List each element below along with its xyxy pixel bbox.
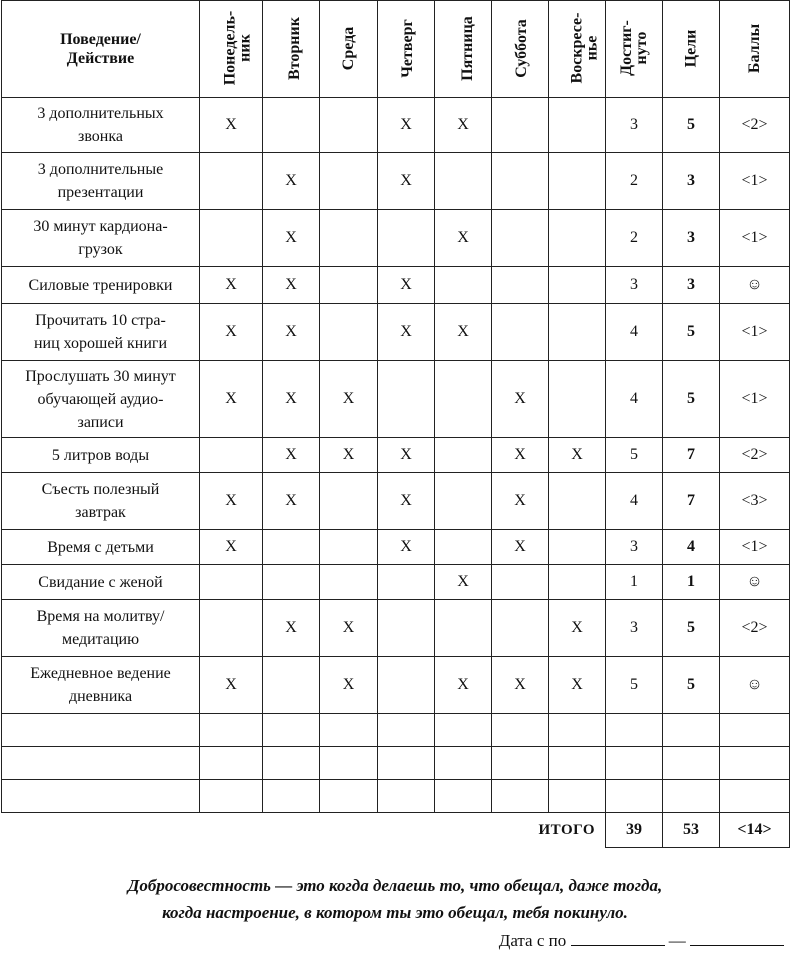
achieved-cell: 5 bbox=[606, 657, 663, 714]
day-mark-cell: X bbox=[200, 304, 263, 361]
day-mark-cell bbox=[320, 304, 378, 361]
table-row bbox=[2, 153, 790, 210]
header-points: Баллы bbox=[720, 1, 790, 98]
day-mark-cell bbox=[549, 361, 606, 438]
day-mark-cell bbox=[378, 657, 435, 714]
behavior-cell: Съесть полезный завтрак bbox=[2, 473, 200, 530]
day-mark-cell: X bbox=[435, 210, 492, 267]
points-cell: ☺ bbox=[720, 657, 790, 714]
day-mark-cell: X bbox=[435, 565, 492, 600]
empty-row bbox=[2, 747, 790, 780]
date-range bbox=[499, 931, 784, 951]
achieved-cell: 3 bbox=[606, 98, 663, 153]
day-mark-cell bbox=[200, 565, 263, 600]
empty-cell bbox=[200, 714, 263, 747]
behavior-cell: 3 дополнительные презентации bbox=[2, 153, 200, 210]
day-mark-cell: X bbox=[320, 361, 378, 438]
total-label: ИТОГО bbox=[538, 821, 595, 838]
day-mark-cell bbox=[320, 267, 378, 304]
day-mark-cell: X bbox=[492, 361, 549, 438]
day-mark-cell: X bbox=[200, 361, 263, 438]
empty-cell bbox=[263, 714, 320, 747]
table-row bbox=[2, 473, 790, 530]
day-mark-cell: X bbox=[320, 600, 378, 657]
day-mark-cell bbox=[378, 600, 435, 657]
empty-cell bbox=[720, 714, 790, 747]
day-mark-cell: X bbox=[263, 600, 320, 657]
empty-cell bbox=[549, 747, 606, 780]
header-action: Поведение/ Действие bbox=[2, 1, 200, 98]
empty-cell bbox=[435, 780, 492, 813]
day-mark-cell: X bbox=[263, 361, 320, 438]
day-mark-cell: X bbox=[200, 473, 263, 530]
day-mark-cell bbox=[435, 153, 492, 210]
day-mark-cell: X bbox=[263, 473, 320, 530]
goal-cell: 5 bbox=[663, 98, 720, 153]
day-mark-cell: X bbox=[549, 438, 606, 473]
header-saturday: Суббота bbox=[492, 1, 549, 98]
goal-cell: 3 bbox=[663, 267, 720, 304]
points-cell: <1> bbox=[720, 153, 790, 210]
empty-cell bbox=[492, 747, 549, 780]
day-mark-cell: X bbox=[435, 98, 492, 153]
day-mark-cell bbox=[320, 565, 378, 600]
behavior-cell: 3 дополнительных звонка bbox=[2, 98, 200, 153]
header-achieved: Достиг- нуто bbox=[606, 1, 663, 98]
behavior-cell: Свидание с женой bbox=[2, 565, 200, 600]
goal-cell: 5 bbox=[663, 361, 720, 438]
header-thursday: Четверг bbox=[378, 1, 435, 98]
empty-cell bbox=[549, 780, 606, 813]
empty-cell bbox=[378, 747, 435, 780]
total-points: <14> bbox=[720, 813, 790, 848]
empty-cell bbox=[263, 780, 320, 813]
day-mark-cell: X bbox=[378, 530, 435, 565]
table-row bbox=[2, 565, 790, 600]
day-mark-cell bbox=[492, 267, 549, 304]
points-cell: <1> bbox=[720, 210, 790, 267]
goal-cell: 4 bbox=[663, 530, 720, 565]
empty-cell bbox=[606, 714, 663, 747]
day-mark-cell: X bbox=[378, 473, 435, 530]
day-mark-cell: X bbox=[263, 438, 320, 473]
achieved-cell: 3 bbox=[606, 600, 663, 657]
behavior-cell: 30 минут кардиона- грузок bbox=[2, 210, 200, 267]
empty-cell bbox=[549, 714, 606, 747]
empty-cell bbox=[2, 747, 200, 780]
points-cell: <1> bbox=[720, 361, 790, 438]
day-mark-cell bbox=[320, 98, 378, 153]
goal-cell: 7 bbox=[663, 438, 720, 473]
goal-cell: 7 bbox=[663, 473, 720, 530]
day-mark-cell bbox=[200, 600, 263, 657]
achieved-cell: 4 bbox=[606, 473, 663, 530]
day-mark-cell: X bbox=[549, 600, 606, 657]
day-mark-cell: X bbox=[200, 267, 263, 304]
empty-cell bbox=[663, 747, 720, 780]
day-mark-cell: X bbox=[378, 98, 435, 153]
empty-cell bbox=[606, 780, 663, 813]
achieved-cell: 5 bbox=[606, 438, 663, 473]
day-mark-cell bbox=[435, 267, 492, 304]
day-mark-cell: X bbox=[435, 304, 492, 361]
behavior-cell: 5 литров воды bbox=[2, 438, 200, 473]
achieved-cell: 4 bbox=[606, 361, 663, 438]
day-mark-cell: X bbox=[435, 657, 492, 714]
behavior-cell: Прослушать 30 минут обучающей аудио- записи bbox=[2, 361, 200, 438]
empty-cell bbox=[320, 714, 378, 747]
day-mark-cell bbox=[435, 600, 492, 657]
day-mark-cell: X bbox=[378, 267, 435, 304]
day-mark-cell: X bbox=[320, 657, 378, 714]
points-cell: <2> bbox=[720, 438, 790, 473]
day-mark-cell bbox=[263, 657, 320, 714]
day-mark-cell: X bbox=[200, 98, 263, 153]
table-row bbox=[2, 267, 790, 304]
day-mark-cell bbox=[263, 530, 320, 565]
points-cell: <1> bbox=[720, 304, 790, 361]
day-mark-cell bbox=[320, 530, 378, 565]
day-mark-cell bbox=[200, 153, 263, 210]
day-mark-cell: X bbox=[549, 657, 606, 714]
date-separator: — bbox=[668, 931, 686, 950]
day-mark-cell: X bbox=[320, 438, 378, 473]
empty-cell bbox=[200, 780, 263, 813]
empty-row bbox=[2, 780, 790, 813]
total-row bbox=[2, 813, 790, 848]
points-cell: <3> bbox=[720, 473, 790, 530]
table-row bbox=[2, 600, 790, 657]
day-mark-cell bbox=[492, 98, 549, 153]
table-row bbox=[2, 530, 790, 565]
goal-cell: 5 bbox=[663, 600, 720, 657]
points-cell: <2> bbox=[720, 98, 790, 153]
day-mark-cell bbox=[549, 153, 606, 210]
points-cell: ☺ bbox=[720, 565, 790, 600]
day-mark-cell bbox=[549, 210, 606, 267]
achieved-cell: 2 bbox=[606, 210, 663, 267]
empty-cell bbox=[320, 780, 378, 813]
day-mark-cell: X bbox=[492, 657, 549, 714]
day-mark-cell: X bbox=[378, 153, 435, 210]
header-goals: Цели bbox=[663, 1, 720, 98]
quote: Добросовестность — это когда делаешь то, что обещал, даже тогда, когда настроение, в котором ты это обещал, тебя покинуло. bbox=[127, 876, 663, 922]
header-tuesday: Вторник bbox=[263, 1, 320, 98]
day-mark-cell bbox=[492, 565, 549, 600]
goal-cell: 1 bbox=[663, 565, 720, 600]
day-mark-cell bbox=[263, 565, 320, 600]
header-sunday: Воскресе- нье bbox=[549, 1, 606, 98]
empty-cell bbox=[200, 747, 263, 780]
date-from-line bbox=[571, 931, 665, 946]
goal-cell: 3 bbox=[663, 210, 720, 267]
empty-cell bbox=[263, 747, 320, 780]
total-goals: 53 bbox=[663, 813, 720, 848]
table-row bbox=[2, 210, 790, 267]
day-mark-cell: X bbox=[263, 267, 320, 304]
behavior-cell: Прочитать 10 стра- ниц хорошей книги bbox=[2, 304, 200, 361]
header-row bbox=[2, 1, 790, 98]
table-row bbox=[2, 361, 790, 438]
empty-cell bbox=[492, 714, 549, 747]
empty-cell bbox=[2, 714, 200, 747]
day-mark-cell bbox=[549, 530, 606, 565]
day-mark-cell: X bbox=[263, 304, 320, 361]
achieved-cell: 2 bbox=[606, 153, 663, 210]
day-mark-cell bbox=[320, 153, 378, 210]
day-mark-cell: X bbox=[200, 657, 263, 714]
day-mark-cell bbox=[549, 473, 606, 530]
day-mark-cell bbox=[200, 438, 263, 473]
points-cell: <1> bbox=[720, 530, 790, 565]
empty-cell bbox=[663, 714, 720, 747]
day-mark-cell: X bbox=[492, 473, 549, 530]
day-mark-cell bbox=[549, 267, 606, 304]
goal-cell: 5 bbox=[663, 304, 720, 361]
behavior-cell: Время на молитву/ медитацию bbox=[2, 600, 200, 657]
empty-cell bbox=[663, 780, 720, 813]
empty-cell bbox=[378, 780, 435, 813]
header-wednesday: Среда bbox=[320, 1, 378, 98]
header-monday: Понедель- ник bbox=[200, 1, 263, 98]
day-mark-cell: X bbox=[492, 530, 549, 565]
points-cell: <2> bbox=[720, 600, 790, 657]
day-mark-cell bbox=[435, 361, 492, 438]
goal-cell: 3 bbox=[663, 153, 720, 210]
empty-cell bbox=[2, 780, 200, 813]
day-mark-cell bbox=[378, 361, 435, 438]
header-friday: Пятница bbox=[435, 1, 492, 98]
empty-row bbox=[2, 714, 790, 747]
day-mark-cell: X bbox=[492, 438, 549, 473]
empty-cell bbox=[720, 747, 790, 780]
behavior-cell: Ежедневное ведение дневника bbox=[2, 657, 200, 714]
empty-cell bbox=[720, 780, 790, 813]
day-mark-cell bbox=[549, 565, 606, 600]
day-mark-cell: X bbox=[200, 530, 263, 565]
day-mark-cell: X bbox=[263, 153, 320, 210]
achieved-cell: 3 bbox=[606, 530, 663, 565]
day-mark-cell bbox=[492, 210, 549, 267]
empty-cell bbox=[492, 780, 549, 813]
day-mark-cell bbox=[200, 210, 263, 267]
day-mark-cell bbox=[320, 210, 378, 267]
day-mark-cell bbox=[435, 530, 492, 565]
behavior-cell: Время с детьми bbox=[2, 530, 200, 565]
table-row bbox=[2, 438, 790, 473]
date-to-line bbox=[690, 931, 784, 946]
achieved-cell: 4 bbox=[606, 304, 663, 361]
table-row bbox=[2, 304, 790, 361]
empty-cell bbox=[378, 714, 435, 747]
day-mark-cell bbox=[378, 565, 435, 600]
day-mark-cell bbox=[492, 600, 549, 657]
date-label: Дата с по bbox=[498, 931, 567, 950]
empty-cell bbox=[606, 747, 663, 780]
behavior-cell: Силовые тренировки bbox=[2, 267, 200, 304]
empty-cell bbox=[320, 747, 378, 780]
empty-cell bbox=[435, 714, 492, 747]
achieved-cell: 1 bbox=[606, 565, 663, 600]
goal-cell: 5 bbox=[663, 657, 720, 714]
day-mark-cell: X bbox=[263, 210, 320, 267]
day-mark-cell bbox=[320, 473, 378, 530]
table-row bbox=[2, 98, 790, 153]
table-row bbox=[2, 657, 790, 714]
day-mark-cell bbox=[549, 304, 606, 361]
day-mark-cell bbox=[492, 153, 549, 210]
points-cell: ☺ bbox=[720, 267, 790, 304]
day-mark-cell bbox=[435, 438, 492, 473]
empty-cell bbox=[435, 747, 492, 780]
achieved-cell: 3 bbox=[606, 267, 663, 304]
day-mark-cell: X bbox=[378, 438, 435, 473]
habit-tracker-table bbox=[1, 0, 790, 848]
day-mark-cell bbox=[549, 98, 606, 153]
day-mark-cell: X bbox=[378, 304, 435, 361]
day-mark-cell bbox=[263, 98, 320, 153]
day-mark-cell bbox=[378, 210, 435, 267]
total-achieved: 39 bbox=[606, 813, 663, 848]
day-mark-cell bbox=[492, 304, 549, 361]
day-mark-cell bbox=[435, 473, 492, 530]
